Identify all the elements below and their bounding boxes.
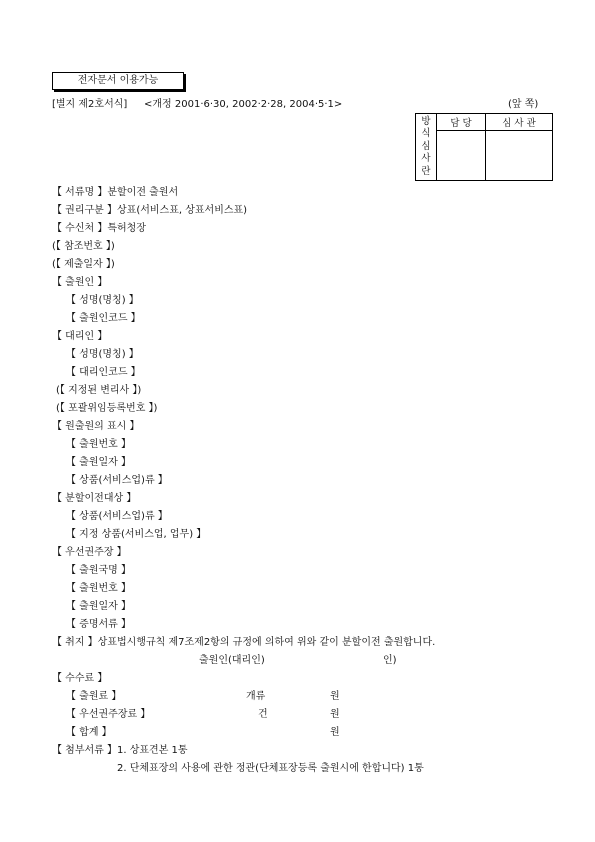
examiner-header: 심 사 관 [486,114,553,131]
attachment-item-1: 1. 상표견본 1통 [117,745,188,756]
general-power-number: (【 포괄위임등록번호 】) [56,403,158,414]
fee-priority-label: 【 우선권주장료 】 [66,709,151,720]
agent-name: 【 성명(명칭) 】 [66,349,139,360]
examiner-cell [486,131,553,181]
priority-country: 【 출원국명 】 [66,565,131,576]
priority-certificate: 【 증명서류 】 [66,619,131,630]
attachment-item-2: 2. 단체표장의 사용에 관한 정관(단체표장등록 출원시에 한합니다) 1통 [117,763,424,774]
applicant-name: 【 성명(명칭) 】 [66,295,139,306]
electronic-document-badge: 전자문서 이용가능 [52,72,184,90]
agent-section: 【 대리인 】 [52,331,108,342]
revision-note: <개정 2001·6·30, 2002·2·28, 2004·5·1> [144,99,343,110]
original-application-section: 【 원출원의 표시 】 [52,421,140,432]
priority-application-date: 【 출원일자 】 [66,601,131,612]
seal-label: 인) [383,655,397,666]
officer-header: 담 당 [437,114,486,131]
fee-application-unit: 개류 [246,691,266,702]
page-side-label: (앞 쪽) [508,99,539,110]
fee-priority-currency: 원 [330,709,340,720]
original-application-number: 【 출원번호 】 [66,439,131,450]
fee-application-currency: 원 [330,691,340,702]
applicant-code: 【 출원인코드 】 [66,313,141,324]
designated-goods: 【 지정 상품(서비스업, 업무) 】 [66,529,207,540]
fees-section: 【 수수료 】 [52,673,108,684]
officer-cell [437,131,486,181]
reference-number: (【 참조번호 】) [52,241,115,252]
examination-box [415,113,553,181]
right-category: 【 권리구분 】상표(서비스표, 상표서비스표) [52,205,248,216]
applicant-signature-label: 출원인(대리인) [199,655,265,666]
split-transfer-section: 【 분할이전대상 】 [52,493,137,504]
priority-application-number: 【 출원번호 】 [66,583,131,594]
designated-attorney: (【 지정된 변리사 】) [56,385,142,396]
fee-priority-unit: 건 [258,709,268,720]
fee-total-currency: 원 [330,727,340,738]
original-goods-class: 【 상품(서비스업)류 】 [66,475,168,486]
applicant-section: 【 출원인 】 [52,277,108,288]
submission-date: (【 제출일자 】) [52,259,115,270]
priority-claim-section: 【 우선권주장 】 [52,547,127,558]
recipient: 【 수신처 】특허청장 [52,223,146,234]
form-number: [별지 제2호서식] [52,99,128,110]
attachments-section: 【 첨부서류 】 [52,745,117,756]
split-goods-class: 【 상품(서비스업)류 】 [66,511,168,522]
fee-total-label: 【 합계 】 [66,727,112,738]
examination-vertical-label: 방 식 심 사 란 [416,114,437,181]
purport-statement: 【 취지 】상표법시행규칙 제7조제2항의 규정에 의하여 위와 같이 분할이전 출원합니다. [52,637,436,648]
agent-code: 【 대리인코드 】 [66,367,141,378]
document-name: 【 서류명 】분할이전 출원서 [52,187,179,198]
fee-application-label: 【 출원료 】 [66,691,122,702]
original-application-date: 【 출원일자 】 [66,457,131,468]
